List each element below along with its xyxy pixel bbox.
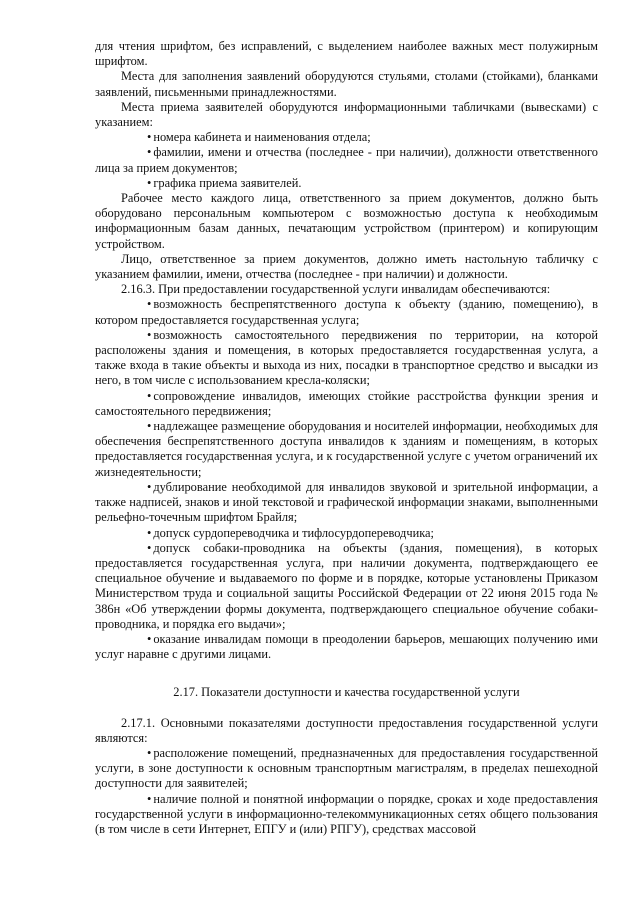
list-item [95,297,598,327]
list-item-text: возможность беспрепятственного доступа к объекту (зданию, помещению), в котором предоставляется государственная услуга; [95,297,598,327]
bullet-icon: • [147,479,152,494]
paragraph-application-places: Места для заполнения заявлений оборудуются стульями, столами (стойками), бланками заявлений, письменными принадлежностями. [95,69,598,99]
list-item [95,176,598,191]
bullet-icon: • [147,145,152,160]
list-item [95,130,598,145]
list-item-text: номера кабинета и наименования отдела; [153,130,371,145]
paragraph-section-2-17-1: 2.17.1. Основными показателями доступности предоставления государственной услуги являются: [95,715,598,745]
list-item-text: возможность самостоятельного передвижения по территории, на которой расположены здания и помещения, в которых предоставляется государственная услуга, а также входа в такие объекты и выхода из них, посадки в транспортное средство и высадки из него, в том числе с использованием кресла-коляски; [95,327,598,388]
list-item-text: графика приема заявителей. [153,175,302,190]
list-item [95,792,598,838]
list-item-text: надлежащее размещение оборудования и носителей информации, необходимых для обеспечения беспрепятственного доступа инвалидов к зданиям и помещениям, в которых предоставляется государственная услуга, и к государственной услуге с учетом ограничений их жизнедеятельности; [95,419,598,479]
bullet-icon: • [147,540,152,555]
list-item [95,480,598,526]
list-item-text: фамилии, имени и отчества (последнее - при наличии), должности ответственного лица за прием документов; [95,145,598,175]
paragraph-section-2-16-3: 2.16.3. При предоставлении государственной услуги инвалидам обеспечиваются: [121,282,551,297]
list-item [95,419,598,480]
list-item [95,632,598,662]
bullet-icon: • [147,388,152,403]
list-item [95,746,598,792]
bullet-icon: • [147,130,152,145]
list-item-text: допуск собаки-проводника на объекты (здания, помещения), в которых предоставляется государственная услуга, при наличии документа, подтверждающего ее специальное обучение и выдаваемого по форме и в порядке, которые установлены Приказом Министерством труда и социальной защиты Российской Федерации от 22 июня 2015 года № 386н «Об утверждении формы документа, подтверждающего специальное обучение собаки-проводника, и порядка его выдачи»; [95,540,598,631]
paragraph-workplace: Рабочее место каждого лица, ответственного за прием документов, должно быть оборудовано персональным компьютером с возможностью доступа к необходимым информационным базам данных, печатающим устройством (принтером) и копирующим устройством. [95,191,598,251]
list-item [95,526,598,541]
bullet-icon: • [147,525,152,540]
bullet-icon: • [147,297,152,312]
list-item [95,145,598,175]
bullet-icon: • [147,419,152,434]
section-heading-2-17: 2.17. Показатели доступности и качества государственной услуги [173,685,520,700]
bullet-icon: • [147,175,152,190]
list-item-text: сопровождение инвалидов, имеющих стойкие расстройства функции зрения и самостоятельного передвижения; [95,388,598,418]
list-item-text: расположение помещений, предназначенных для предоставления государственной услуги, в зоне доступности к основным транспортным магистралям, в пределах пешеходной доступности для заявителей; [95,745,598,791]
list-item [95,541,598,632]
bullet-icon: • [147,327,152,342]
bullet-icon: • [147,791,152,806]
bullet-icon: • [147,745,152,760]
paragraph-continuation: для чтения шрифтом, без исправлений, с выделением наиболее важных мест полужирным шрифтом. [95,39,598,69]
paragraph-reception-places: Места приема заявителей оборудуются информационными табличками (вывесками) с указанием: [95,99,598,130]
list-item-text: допуск сурдопереводчика и тифлосурдопереводчика; [153,525,434,540]
paragraph-nameplate: Лицо, ответственное за прием документов, должно иметь настольную табличку с указанием фамилии, имени, отчества (последнее - при наличии) и должности. [95,251,598,282]
list-item [95,389,598,419]
list-item [95,328,598,389]
list-item-text: оказание инвалидам помощи в преодолении барьеров, мешающих получению ими услуг наравне с другими лицами. [95,631,598,662]
list-item-text: наличие полной и понятной информации о порядке, сроках и ходе предоставления государственной услуги в информационно-телекоммуникационных сетях общего пользования (в том числе в сети Интернет, ЕПГУ и (или) РПГУ), средствах массовой [95,791,598,836]
list-item-text: дублирование необходимой для инвалидов звуковой и зрительной информации, а также надписей, знаков и иной текстовой и графической информации знаками, выполненными рельефно-точечным шрифтом Брайля; [95,479,598,525]
bullet-icon: • [147,631,152,646]
